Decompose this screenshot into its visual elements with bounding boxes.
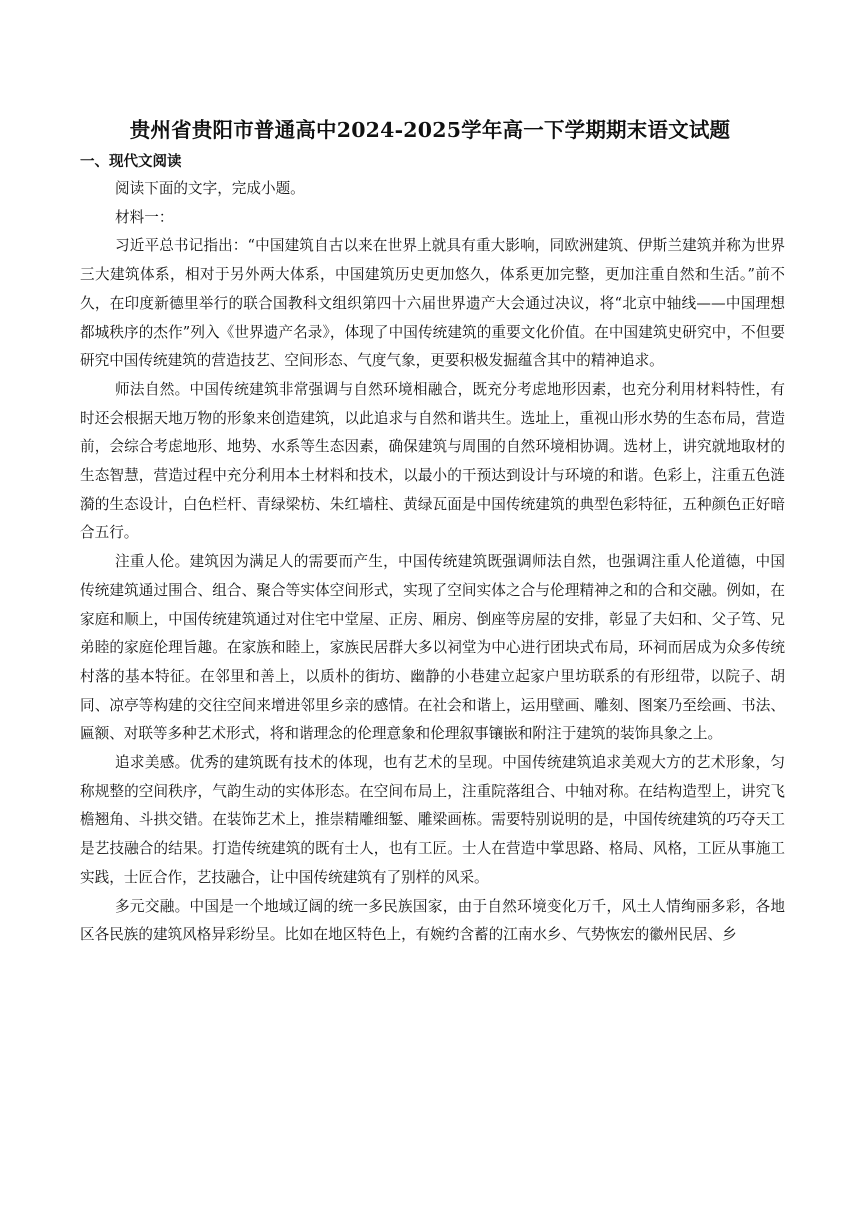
paragraph-intro: 习近平总书记指出：“中国建筑自古以来在世界上就具有重大影响，同欧洲建筑、伊斯兰建筑并称为世界三大建筑体系，相对于另外两大体系，中国建筑历史更加悠久，体系更加完整，更加注重自然和生活。”前不久，在印度新德里举行的联合国教科文组织第四十六届世界遗产大会通过决议，将“北京中轴线——中国理想都城秩序的杰作”列入《世界遗产名录》，体现了中国传统建筑的重要文化价值。在中国建筑史研究中，不但要研究中国传统建筑的营造技艺、空间形态、气度气象，更要积极发掘蕴含其中的精神追求。 xyxy=(80,237,785,370)
paragraph-ethics: 注重人伦。建筑因为满足人的需要而产生，中国传统建筑既强调师法自然，也强调注重人伦道德，中国传统建筑通过围合、组合、聚合等实体空间形式，实现了空间实体之合与伦理精神之和的合和交融。例如，在家庭和顺上，中国传统建筑通过对住宅中堂屋、正房、厢房、倒座等房屋的安排，彰显了夫妇和、父子笃、兄弟睦的家庭伦理旨趣。在家族和睦上，家族民居群大多以祠堂为中心进行团块式布局，环祠而居成为众多传统村落的基本特征。在邻里和善上，以质朴的街坊、幽静的小巷建立起家户里坊联系的有形纽带，以院子、胡同、凉亭等构建的交往空间来增进邻里乡亲的感情。在社会和谐上，运用壁画、雕刻、图案乃至绘画、书法、匾额、对联等多种艺术形式，将和谐理念的伦理意象和伦理叙事镶嵌和附注于建筑的装饰具象之上。 xyxy=(80,553,785,743)
document-body xyxy=(80,175,785,950)
instruction-text: 阅读下面的文字，完成小题。 xyxy=(115,180,305,197)
material-label: 材料一： xyxy=(115,208,174,226)
paragraph-beauty: 追求美感。优秀的建筑既有技术的体现，也有艺术的呈现。中国传统建筑追求美观大方的艺术形象，匀称规整的空间秩序，气韵生动的实体形态。在空间布局上，注重院落组合、中轴对称。在结构造型上，讲究飞檐翘角、斗拱交错。在装饰艺术上，推崇精雕细錾、雕梁画栋。需要特别说明的是，中国传统建筑的巧夺天工是艺技融合的结果。打造传统建筑的既有士人，也有工匠。士人在营造中掌思路、格局、风格，工匠从事施工实践，士匠合作，艺技融合，让中国传统建筑有了别样的风采。 xyxy=(80,754,785,886)
section-heading: 一、现代文阅读 xyxy=(80,153,182,170)
paragraph-nature: 师法自然。中国传统建筑非常强调与自然环境相融合，既充分考虑地形因素，也充分利用材料特性，有时还会根据天地万物的形象来创造建筑，以此追求与自然和谐共生。选址上，重视山形水势的生态布局，营造前，会综合考虑地形、地势、水系等生态因素，确保建筑与周围的自然环境相协调。选材上，讲究就地取材的生态智慧，营造过程中充分利用本土材料和技术，以最小的干预达到设计与环境的和谐。色彩上，注重五色涟漪的生态设计，白色栏杆、青绿梁枋、朱红墙柱、黄绿瓦面是中国传统建筑的典型色彩特征，五种颜色正好暗合五行。 xyxy=(80,380,785,542)
paragraph-diversity: 多元交融。中国是一个地域辽阔的统一多民族国家，由于自然环境变化万千，风土人情绚丽多彩，各地区各民族的建筑风格异彩纷呈。比如在地区特色上，有婉约含蓄的江南水乡、气势恢宏的徽州民居、乡 xyxy=(80,897,785,944)
document-title: 贵州省贵阳市普通高中2024-2025学年高一下学期期末语文试题 xyxy=(129,118,731,142)
